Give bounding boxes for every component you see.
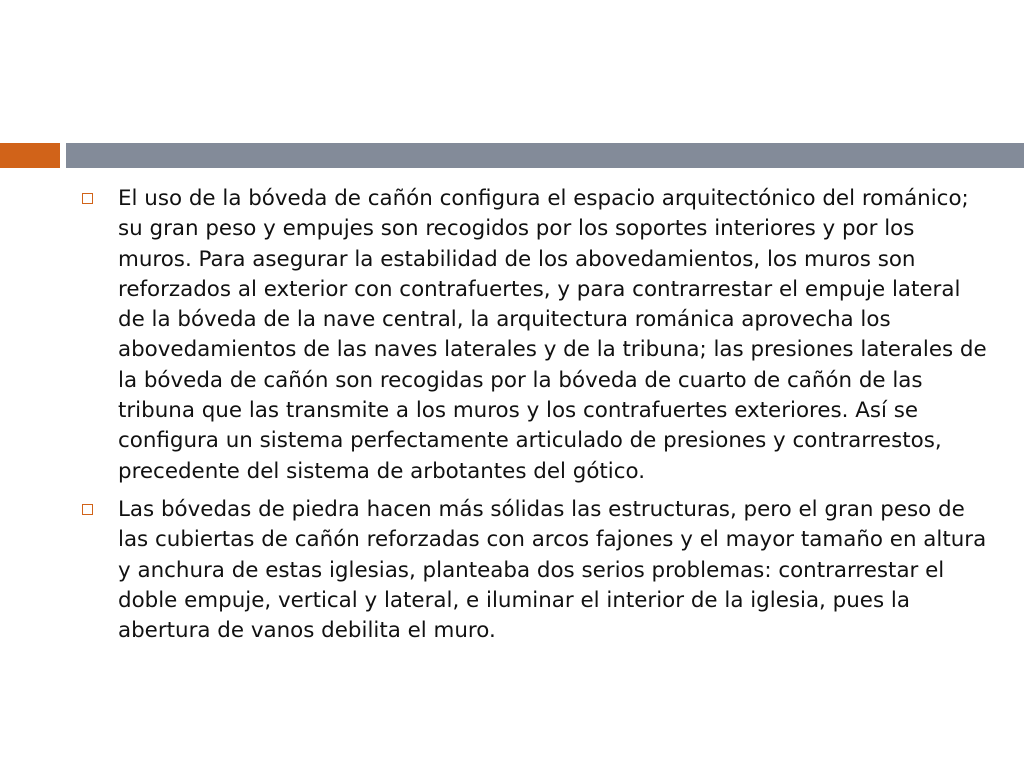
accent-bar [0,143,60,168]
bullet-item [78,184,990,487]
square-bullet-icon [82,504,93,515]
bullet-text: Las bóvedas de piedra hacen más sólidas las estructuras, pero el gran peso de las cubiertas de cañón reforzadas con arcos fajones y el mayor tamaño en altura y anchura de estas iglesias, planteaba dos serios problemas: contrarrestar el doble empuje, vertical y lateral, e iluminar el interior de la iglesia, pues la abertura de vanos debilita el muro. [118,496,987,644]
bullet-list [78,184,990,654]
bullet-item [78,495,990,646]
square-bullet-icon [82,193,93,204]
header-bar [66,143,1024,168]
bullet-text: El uso de la bóveda de cañón configura el espacio arquitectónico del románico; su gran peso y empujes son recogidos por los soportes interiores y por los muros. Para asegurar la estabilidad de los abovedamientos, los muros son reforzados al exterior con contrafuertes, y para contrarrestar el empuje lateral de la bóveda de la nave central, la arquitectura románica aprovecha los abovedamientos de las naves laterales y de la tribuna; las presiones laterales de la bóveda de cañón son recogidas por la bóveda de cuarto de cañón de las tribuna que las transmite a los muros y los contrafuertes exteriores. Así se configura un sistema perfectamente articulado de presiones y contrarrestos, precedente del sistema de arbotantes del gótico. [118,186,987,484]
